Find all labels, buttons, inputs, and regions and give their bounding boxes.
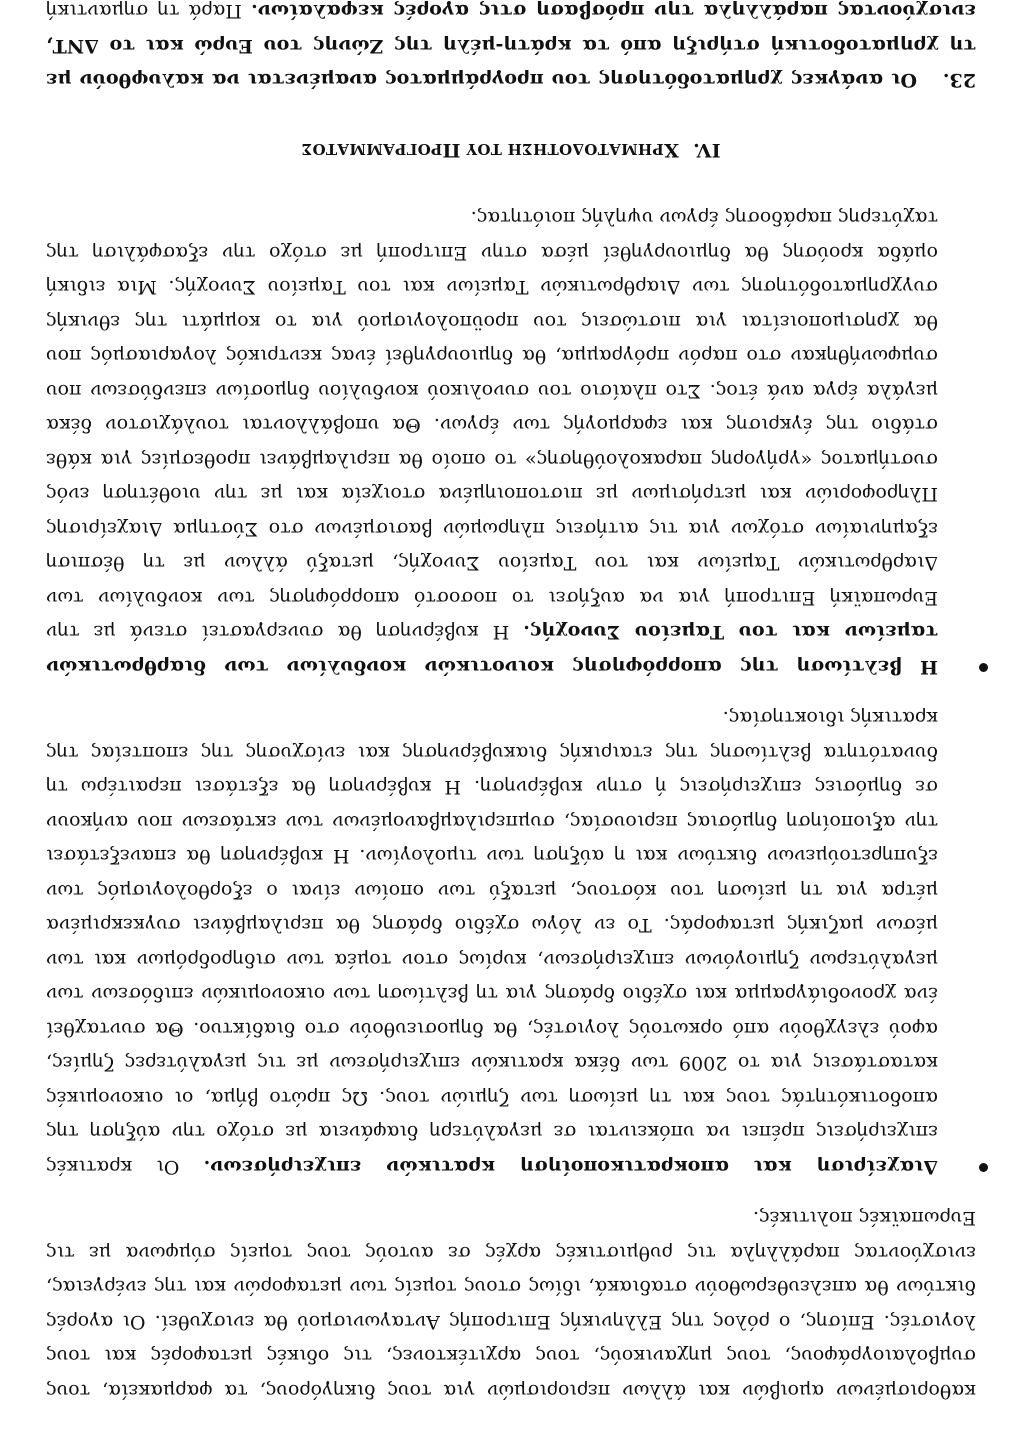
document-body <box>46 0 976 1408</box>
numbered-paragraph-23 <box>46 0 976 98</box>
bullet-paragraph <box>46 701 938 1184</box>
bullet-text: Η κυβέρνηση θα συνεργαστεί στενά με την Ευρωπαϊκή Επιτροπή για να αυξήσει το ποσοστό απορρόφησης των κονδυλίων των Διαρθρωτικών Ταμείων και του Ταμείου Συνοχής, μεταξύ άλλων με τη θέσπιση εξαμηνιαίων στόχων για τις αιτήσεις πληρωμών βασισμένων στο Σύστημα Διαχείρισης Πληροφοριών και μετρήσιμων με πιστοποιημένα στοιχεία και με την υιοθέτηση ενός συστήματος «γρήγορης παρακολούθησης» το οποίο θα περιλαμβάνει προθεσμίες για κάθε στάδιο της έγκρισης και εφαρμογής των έργων. Θα υποβάλλονται τουλάχιστον δέκα μεγάλα έργα ανά έτος. Στο πλαίσιο του συνολικού κονδυλίου δημοσίων επενδύσεων που συμφωνήθηκαν στο παρόν πρόγραμμα, θα δημιουργηθεί ένας κεντρικός λογαριασμός που θα χρησιμοποιείται για πιστώσεις του προϋπολογισμού για το κομμάτι της εθνικής συγχρηματοδότησης των Διαρθρωτικών Ταμείων και του Ταμείου Συνοχής. Μια ειδική ομάδα κρούσης θα δημιουργηθεί μέσα στην Επιτροπή με στόχο την εξασφάλιση της ταχύτερης παράδοσης έργων υψηλής ποιότητας. <box>46 207 938 644</box>
paragraph-continuation: καθορισμένων αμοιβών και άλλων περιορισμών για τους δικηγόρους, τα φαρμακεία, τους συμβολαιογράφους, τους μηχανικούς, τους αρχιτέκτονες, τις οδικές μεταφορές και τους λογιστές. Επίσης, ο ρόλος της Ελληνικής Επιτροπής Ανταγωνισμού θα ενισχυθεί. Οι αγορές δικτύων θα απελευθερωθούν σταδιακά, ιδίως στους τομείς των μεταφορών και της ενέργειας, ενισχύοντας παράλληλα τις ρυθμιστικές αρχές σε αυτούς τους τομείς σύμφωνα με τις Ευρωπαϊκές πολιτικές. <box>46 1207 976 1402</box>
section-heading <box>46 132 976 168</box>
bullet-item-structural-funds <box>46 201 976 684</box>
bullet-text: Οι κρατικές επιχειρήσεις πρέπει να υπόκεινται σε μεγαλύτερη διαφάνεια με στόχο την αύξηση της αποδοτικότητάς τους και τη μείωση των ζημιών τους. Ως πρώτο βήμα, οι οικονομικές καταστάσεις για το 2009 των δέκα κρατικών επιχειρήσεων με τις μεγαλύτερες ζημίες, αφού ελεγχθούν από ορκωτούς λογιστές, θα δημοσιευθούν στο διαδίκτυο. Θα συνταχθεί ένα χρονοδιάγραμμα και σχέδιο δράσης για τη βελτίωση των οικονομικών επιδόσεων των μεγαλύτερων ζημιογόνων επιχειρήσεων, κυρίως στον τομέα των σιδηροδρόμων και των μέσων μαζικής μεταφοράς. Το εν λόγω σχέδιο δράσης θα περιλαμβάνει συγκεκριμένα μέτρα για τη μείωση του κόστους, μεταξύ των οποίων είναι ο εξορθολογισμός των εξυπηρετούμενων δικτύων και η αύξηση των τιμολογίων. Η κυβέρνηση θα επανεξετάσει την αξιοποίηση δημόσιας περιουσίας, συμπεριλαμβανομένων των εκτάσεων που ανήκουν σε δημόσιες επιχειρήσεις ή στην κυβέρνηση. Η κυβέρνηση θα εξετάσει περαιτέρω τη δυνατότητα βελτίωσης της εταιρικής διακυβέρνησης και ενίσχυσης της εποπτείας της κρατικής ιδιοκτησίας. <box>46 707 938 1178</box>
section-title-initial: Χ <box>663 139 679 161</box>
paragraph-text: Παρά τη σημαντική <box>46 0 242 23</box>
section-number: IV. <box>692 139 721 161</box>
bullet-item-state-enterprises <box>46 701 976 1184</box>
paragraph-bold-lead: Οι ανάγκες χρηματοδότησης του προγράμματος αναμένεται να καλυφθούν με τη χρηματοδοτική στήριξη από τα κράτη-μέλη της Ζώνης του Ευρώ και το ΔΝΤ, ενισχύοντας παράλληλα την πρόσβαση στις αγορές κεφαλαίων. <box>46 0 976 92</box>
section-title-part: ΡΗΜΑΤΟΔΟΤΗΣΗ ΤΟΥ <box>460 140 664 158</box>
paragraph-number: 23. <box>942 69 976 92</box>
bullet-dot-icon <box>979 1163 988 1172</box>
bullet-dot-icon <box>979 663 988 672</box>
section-title-part-2: ΡΟΓΡΑΜΜΑΤΟΣ <box>301 140 443 158</box>
bullet-paragraph <box>46 201 938 684</box>
section-title-initial-2: Π <box>442 139 461 161</box>
bullet-title: Διαχείριση και αποκρατικοποίηση κρατικών επιχειρήσεων. <box>203 1156 938 1178</box>
bullet-title: Η βελτίωση της απορρόφησης κοινοτικών κονδυλίων των διαρθρωτικών ταμείων και του Ταμείου Συνοχής. <box>46 621 938 678</box>
